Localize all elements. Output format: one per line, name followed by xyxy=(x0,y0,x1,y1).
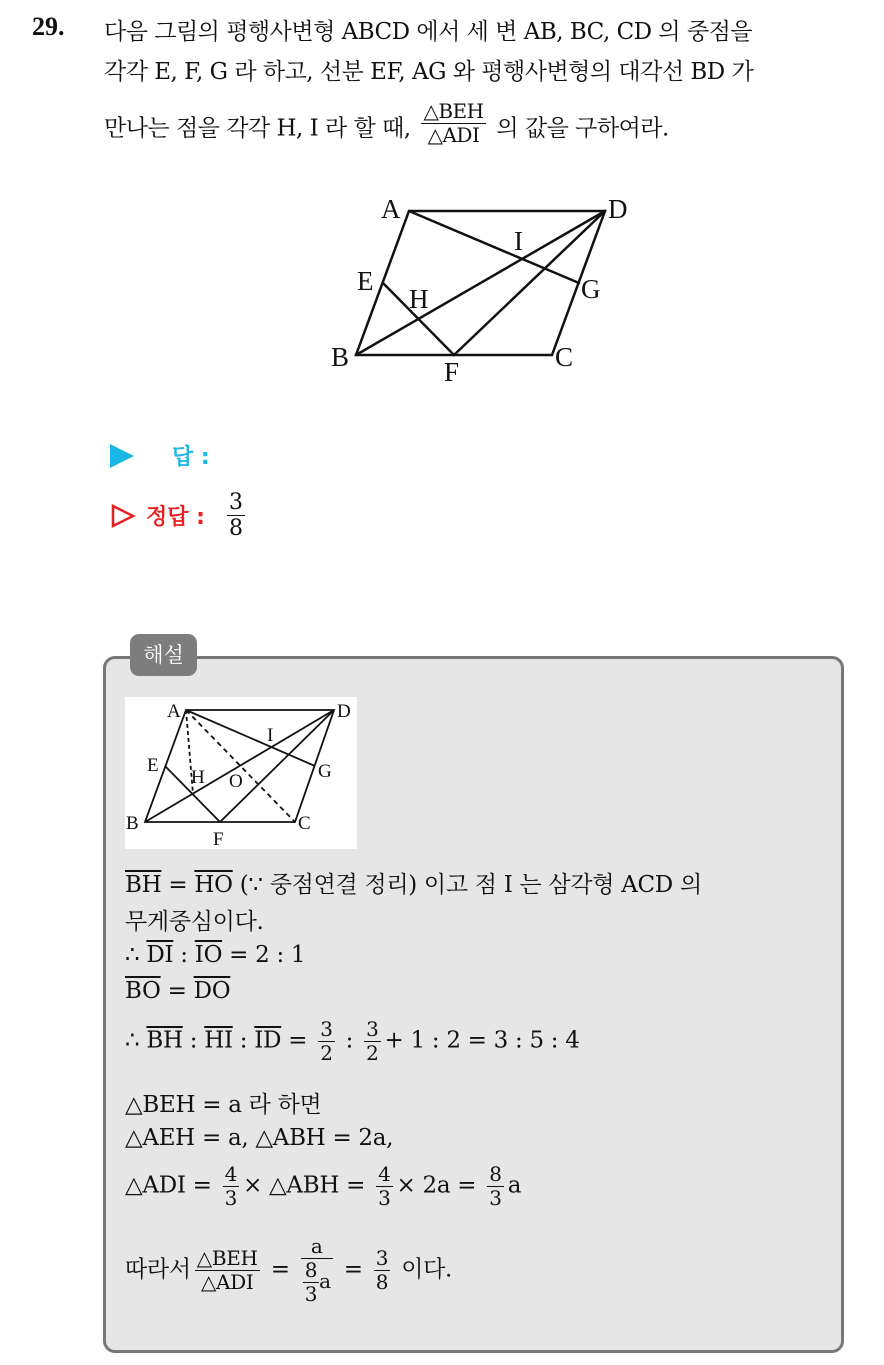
sol-label-a: A xyxy=(167,701,181,722)
triangle-outline-icon xyxy=(110,503,136,529)
sol-label-e: E xyxy=(147,755,159,776)
solution-line-8 xyxy=(125,1163,521,1210)
num: 4 xyxy=(378,1162,391,1186)
seg-bo: $\overline{BO}$ xyxy=(125,978,161,1004)
seg-ho: $\overline{HO}$ xyxy=(194,872,233,898)
question-line-1: 다음 그림의 평행사변형 ABCD 에서 세 변 AB, BC, CD 의 중점을 xyxy=(104,19,753,45)
colon: : xyxy=(232,1027,255,1054)
solution-line-1 xyxy=(125,866,702,899)
question-line-3-pre: 만나는 점을 각각 H, I 라 할 때, xyxy=(104,115,411,142)
sol-label-b: B xyxy=(126,813,139,834)
times-abh: × △ABH = xyxy=(243,1172,373,1199)
label-c: C xyxy=(555,342,574,372)
den: 8 xyxy=(375,1270,389,1294)
question-line-2: 각각 E, F, G 라 하고, 선분 EF, AG 와 평행사변형의 대각선 BD 가 xyxy=(104,59,754,85)
solution-line-6: △BEH = a 라 하면 xyxy=(125,1092,322,1118)
den: 3 xyxy=(304,1282,318,1306)
seg-bh: $\overline{BH}$ xyxy=(125,872,162,898)
label-i: I xyxy=(514,226,523,256)
answer-row xyxy=(110,440,210,471)
solution-diagonal-bd xyxy=(145,710,334,822)
seg-do: $\overline{DO}$ xyxy=(193,978,231,1004)
eq: = xyxy=(161,872,195,898)
correct-answer-denominator: 8 xyxy=(228,516,243,542)
eq: = xyxy=(263,1256,297,1283)
adi-eq: △ADI = xyxy=(125,1172,219,1199)
num: △BEH xyxy=(196,1246,258,1270)
fraction-3-2 xyxy=(318,1018,334,1065)
segment-ag xyxy=(409,211,579,283)
num: 3 xyxy=(320,1017,333,1041)
num: 3 xyxy=(366,1017,379,1041)
fraction-3-2-b xyxy=(364,1018,380,1065)
reason-text: (∵ 중점연결 정리) 이고 점 I 는 삼각형 ACD 의 xyxy=(232,872,702,898)
label-e: E xyxy=(357,266,374,296)
eq: = xyxy=(336,1256,370,1283)
parallelogram-figure xyxy=(0,0,884,400)
solution-line-9 xyxy=(125,1235,452,1306)
den: 2 xyxy=(366,1041,379,1065)
den: 3 xyxy=(378,1186,391,1210)
correct-answer-value xyxy=(227,490,245,542)
solution-segment-fd xyxy=(220,710,334,822)
sol-label-i: I xyxy=(267,725,274,746)
fraction-4-3-b xyxy=(376,1163,392,1210)
seg-io: $\overline{IO}$ xyxy=(194,942,223,968)
question-number: 29. xyxy=(32,12,65,41)
sol-label-o: O xyxy=(229,771,243,792)
solution-segment-ag xyxy=(186,710,315,766)
a-var: a xyxy=(319,1269,331,1293)
den xyxy=(301,1259,333,1306)
fraction-3-8 xyxy=(374,1247,390,1294)
a-var: a xyxy=(507,1172,522,1199)
ratio-rest: + 1 : 2 = 3 : 5 : 4 xyxy=(384,1027,580,1054)
colon: : xyxy=(173,942,195,968)
sol-label-d: D xyxy=(337,701,351,722)
eq: = xyxy=(160,978,194,1004)
label-a: A xyxy=(381,194,401,224)
play-icon xyxy=(110,444,134,468)
correct-answer-row xyxy=(110,490,249,542)
den: 2 xyxy=(320,1041,333,1065)
solution-line-3 xyxy=(125,942,305,968)
solution-line-5 xyxy=(125,1018,580,1065)
den: 3 xyxy=(489,1186,502,1210)
therefore-symbol: ∴ xyxy=(125,1027,147,1054)
seg-hi: $\overline{HI}$ xyxy=(204,1027,233,1054)
label-g: G xyxy=(581,274,601,304)
sol-label-g: G xyxy=(318,761,332,782)
correct-answer-numerator: 3 xyxy=(228,490,243,515)
seg-id: $\overline{ID}$ xyxy=(254,1027,282,1054)
num: 4 xyxy=(224,1162,238,1186)
sol-label-c: C xyxy=(298,813,311,834)
fraction-8-3 xyxy=(487,1163,503,1210)
solution-badge: 해설 xyxy=(130,634,197,676)
therefore-symbol: ∴ xyxy=(125,942,147,968)
colon: : xyxy=(338,1027,361,1054)
label-b: B xyxy=(331,342,350,372)
num: 8 xyxy=(304,1258,318,1282)
fraction-a-over-8-3-a xyxy=(301,1235,333,1306)
question-fraction-denominator: △ADI xyxy=(427,123,480,147)
seg-di: $\overline{DI}$ xyxy=(146,942,174,968)
fraction-beh-adi xyxy=(195,1247,260,1294)
colon: : xyxy=(182,1027,205,1054)
solution-line-4 xyxy=(125,978,230,1004)
question-fraction-numerator: △BEH xyxy=(423,99,484,123)
ratio-text: = 2 : 1 xyxy=(222,942,306,968)
diagonal-bd xyxy=(356,211,605,355)
eq: = xyxy=(281,1027,315,1054)
label-h: H xyxy=(409,284,429,314)
label-d: D xyxy=(608,194,628,224)
solution-line-7: △AEH = a, △ABH = 2a, xyxy=(125,1125,394,1151)
inner-fraction xyxy=(303,1259,319,1306)
den: △ADI xyxy=(200,1270,254,1294)
fraction-4-3 xyxy=(223,1163,239,1210)
conclusion: 이다. xyxy=(394,1256,453,1283)
solution-figure xyxy=(125,697,357,849)
question-line-3-post: 의 값을 구하여라. xyxy=(496,115,669,142)
therefore-korean: 따라서 xyxy=(125,1256,191,1283)
label-f: F xyxy=(444,357,460,387)
den: 3 xyxy=(224,1186,238,1210)
times-2a: × 2a = xyxy=(396,1172,484,1199)
num: a xyxy=(301,1235,333,1259)
seg-bh: $\overline{BH}$ xyxy=(146,1027,183,1054)
sol-label-h: H xyxy=(191,767,205,788)
num: 3 xyxy=(375,1246,389,1270)
correct-answer-label: 정답 : xyxy=(146,505,205,531)
sol-label-f: F xyxy=(213,829,224,849)
num: 8 xyxy=(489,1162,502,1186)
solution-line-2: 무게중심이다. xyxy=(125,909,264,935)
answer-label: 답 : xyxy=(172,445,210,470)
